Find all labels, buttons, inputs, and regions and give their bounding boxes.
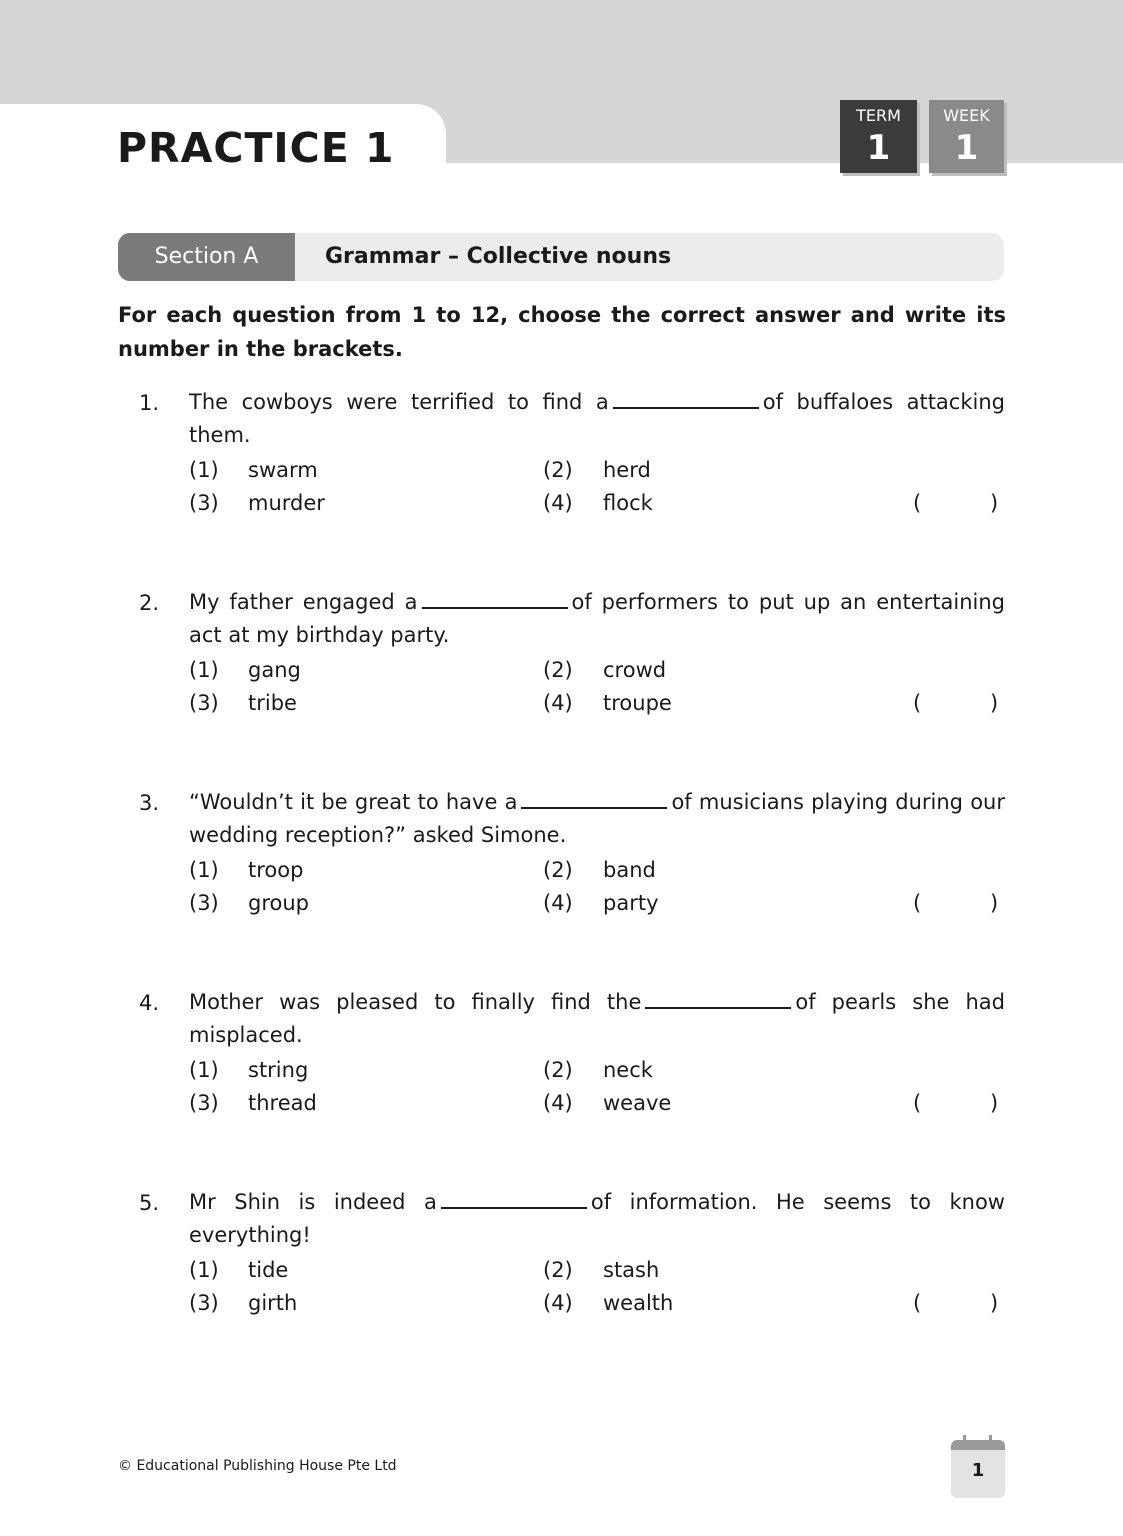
option-number: (3) xyxy=(189,1091,219,1115)
option-number: (3) xyxy=(189,491,219,515)
calendar-ring-icon xyxy=(989,1435,992,1445)
option-number: (1) xyxy=(189,458,219,482)
question-number: 5. xyxy=(139,1191,160,1215)
answer-blank xyxy=(613,389,759,409)
term-tag xyxy=(840,100,917,173)
answer-blank xyxy=(422,589,568,609)
option-word: party xyxy=(603,891,659,915)
option-word: girth xyxy=(248,1291,298,1315)
question-text xyxy=(189,786,1005,852)
option-word: swarm xyxy=(248,458,318,482)
question-number: 2. xyxy=(139,591,160,615)
question-text-after: of information. He seems to know everything! xyxy=(189,1190,1005,1247)
option-number: (1) xyxy=(189,858,219,882)
option-word: neck xyxy=(603,1058,653,1082)
question-text-before: Mr Shin is indeed a xyxy=(189,1190,437,1214)
option-number: (1) xyxy=(189,1258,219,1282)
option-word: string xyxy=(248,1058,309,1082)
question-text xyxy=(189,986,1005,1052)
week-tag xyxy=(929,100,1004,173)
section-bar xyxy=(118,233,1004,281)
question-3 xyxy=(0,786,1123,926)
week-label: WEEK xyxy=(943,106,990,125)
option-number: (3) xyxy=(189,1291,219,1315)
option-number: (2) xyxy=(543,458,573,482)
answer-blank xyxy=(521,789,667,809)
option-number: (4) xyxy=(543,1091,573,1115)
question-text-after: of pearls she had misplaced. xyxy=(189,990,1005,1047)
answer-bracket-open: ( xyxy=(913,491,922,515)
answer-bracket-close: ) xyxy=(990,1291,999,1315)
option-number: (2) xyxy=(543,658,573,682)
option-number: (3) xyxy=(189,691,219,715)
calendar-page-icon xyxy=(951,1440,1005,1498)
option-word: murder xyxy=(248,491,325,515)
option-word: stash xyxy=(603,1258,660,1282)
question-text-before: Mother was pleased to finally find the xyxy=(189,990,642,1014)
option-number: (4) xyxy=(543,491,573,515)
option-number: (4) xyxy=(543,891,573,915)
calendar-ring-icon xyxy=(963,1435,966,1445)
week-value: 1 xyxy=(954,128,979,168)
option-number: (3) xyxy=(189,891,219,915)
question-text-after: of musicians playing during our wedding reception?” asked Simone. xyxy=(189,790,1005,847)
option-word: tribe xyxy=(248,691,297,715)
answer-blank xyxy=(645,989,791,1009)
answer-blank xyxy=(441,1189,587,1209)
question-4 xyxy=(0,986,1123,1126)
section-label: Section A xyxy=(118,233,295,281)
copyright-notice: © Educational Publishing House Pte Ltd xyxy=(118,1458,397,1474)
option-number: (1) xyxy=(189,1058,219,1082)
page-number: 1 xyxy=(971,1460,985,1481)
option-number: (4) xyxy=(543,1291,573,1315)
option-word: band xyxy=(603,858,656,882)
question-number: 1. xyxy=(139,391,160,415)
option-word: wealth xyxy=(603,1291,674,1315)
question-text-before: My father engaged a xyxy=(189,590,418,614)
option-number: (2) xyxy=(543,1258,573,1282)
option-word: flock xyxy=(603,491,653,515)
option-word: troupe xyxy=(603,691,672,715)
question-number: 3. xyxy=(139,791,160,815)
term-value: 1 xyxy=(866,128,891,168)
question-number: 4. xyxy=(139,991,160,1015)
question-text-before: “Wouldn’t it be great to have a xyxy=(189,790,518,814)
answer-bracket-open: ( xyxy=(913,691,922,715)
instructions: For each question from 1 to 12, choose the correct answer and write its number in the brackets. xyxy=(118,303,1006,361)
option-word: gang xyxy=(248,658,301,682)
answer-bracket-open: ( xyxy=(913,1291,922,1315)
option-word: thread xyxy=(248,1091,317,1115)
answer-bracket-open: ( xyxy=(913,1091,922,1115)
option-number: (2) xyxy=(543,1058,573,1082)
option-word: troop xyxy=(248,858,304,882)
page-title: PRACTICE 1 xyxy=(117,124,395,172)
option-word: crowd xyxy=(603,658,667,682)
answer-bracket-close: ) xyxy=(990,491,999,515)
option-word: tide xyxy=(248,1258,289,1282)
question-text-before: The cowboys were terrified to find a xyxy=(189,390,609,414)
section-title: Grammar – Collective nouns xyxy=(325,244,672,269)
option-number: (1) xyxy=(189,658,219,682)
option-word: herd xyxy=(603,458,651,482)
option-word: weave xyxy=(603,1091,672,1115)
answer-bracket-close: ) xyxy=(990,1091,999,1115)
option-number: (4) xyxy=(543,691,573,715)
question-1 xyxy=(0,386,1123,526)
question-text xyxy=(189,386,1005,452)
question-text-after: of buffaloes attacking them. xyxy=(189,390,1005,447)
question-text xyxy=(189,586,1005,652)
question-text xyxy=(189,1186,1005,1252)
option-word: group xyxy=(248,891,309,915)
option-number: (2) xyxy=(543,858,573,882)
answer-bracket-close: ) xyxy=(990,691,999,715)
question-text-after: of performers to put up an entertaining act at my birthday party. xyxy=(189,590,1005,647)
question-2 xyxy=(0,586,1123,726)
question-5 xyxy=(0,1186,1123,1326)
answer-bracket-close: ) xyxy=(990,891,999,915)
term-label: TERM xyxy=(856,106,901,125)
answer-bracket-open: ( xyxy=(913,891,922,915)
